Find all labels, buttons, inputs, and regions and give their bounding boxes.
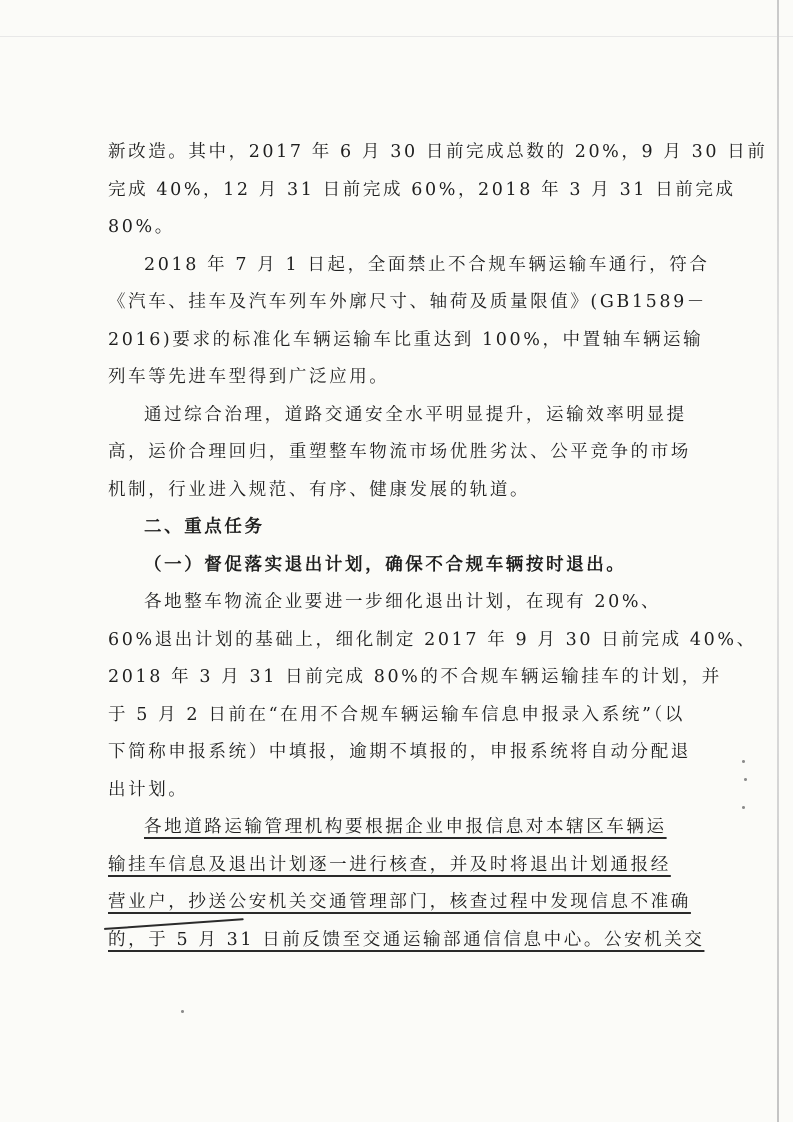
body-line: 60%退出计划的基础上，细化制定 2017 年 9 月 30 日前完成 40%、 — [108, 629, 757, 650]
body-line-underlined — [108, 847, 688, 885]
body-line-underlined — [108, 922, 705, 960]
scan-speck — [181, 1010, 184, 1013]
body-line: 2018 年 3 月 31 日前完成 80%的不合规车辆运输挂车的计划，并 — [108, 667, 722, 687]
body-line: 80%。 — [108, 217, 175, 237]
body-line: 于 5 月 2 日前在“在用不合规车辆运输车信息申报录入系统”（以 — [108, 704, 685, 725]
scan-shadow-top — [0, 36, 793, 37]
body-line: 高，运价合理回归，重塑整车物流市场优胜劣汰、公平竞争的市场 — [108, 442, 691, 462]
document-body — [108, 134, 768, 959]
body-line: 2018 年 7 月 1 日起，全面禁止不合规车辆运输车通行，符合 — [144, 254, 710, 275]
scan-speck — [742, 760, 745, 763]
underlined-text: 的，于 5 月 31 日前反馈至交通运输部通信信息中心。公安机关交 — [108, 929, 705, 950]
body-line: 通过综合治理，道路交通安全水平明显提升，运输效率明显提 — [144, 404, 687, 425]
body-line-underlined — [108, 884, 691, 922]
subsection-heading: （一）督促落实退出计划，确保不合规车辆按时退出。 — [144, 554, 627, 575]
underlined-text: 输挂车信息及退出计划逐一进行核查，并及时将退出计划通报经 — [108, 854, 671, 875]
scan-speck — [742, 806, 745, 809]
body-line: 《汽车、挂车及汽车列车外廓尺寸、轴荷及质量限值》(GB1589－ — [108, 292, 707, 312]
section-heading: 二、重点任务 — [144, 517, 265, 537]
underlined-text: 各地道路运输管理机构要根据企业申报信息对本辖区车辆运 — [144, 817, 667, 837]
body-line: 2016)要求的标准化车辆运输车比重达到 100%，中置轴车辆运输 — [108, 329, 704, 350]
body-line: 出计划。 — [108, 779, 189, 800]
body-line-underlined — [108, 809, 688, 847]
scan-page-edge — [777, 0, 779, 1122]
body-line: 完成 40%，12 月 31 日前完成 60%，2018 年 3 月 31 日前完成 — [108, 179, 736, 200]
body-line: 各地整车物流企业要进一步细化退出计划，在现有 20%、 — [144, 592, 662, 612]
body-line: 下简称申报系统）中填报，逾期不填报的，申报系统将自动分配退 — [108, 742, 691, 762]
underlined-text: 营业户，抄送公安机关交通管理部门，核查过程中发现信息不准确 — [108, 892, 691, 912]
body-line: 新改造。其中，2017 年 6 月 30 日前完成总数的 20%，9 月 30 日前 — [108, 142, 768, 162]
body-line: 机制，行业进入规范、有序、健康发展的轨道。 — [108, 479, 531, 500]
scan-speck — [744, 778, 747, 781]
body-line: 列车等先进车型得到广泛应用。 — [108, 367, 390, 387]
